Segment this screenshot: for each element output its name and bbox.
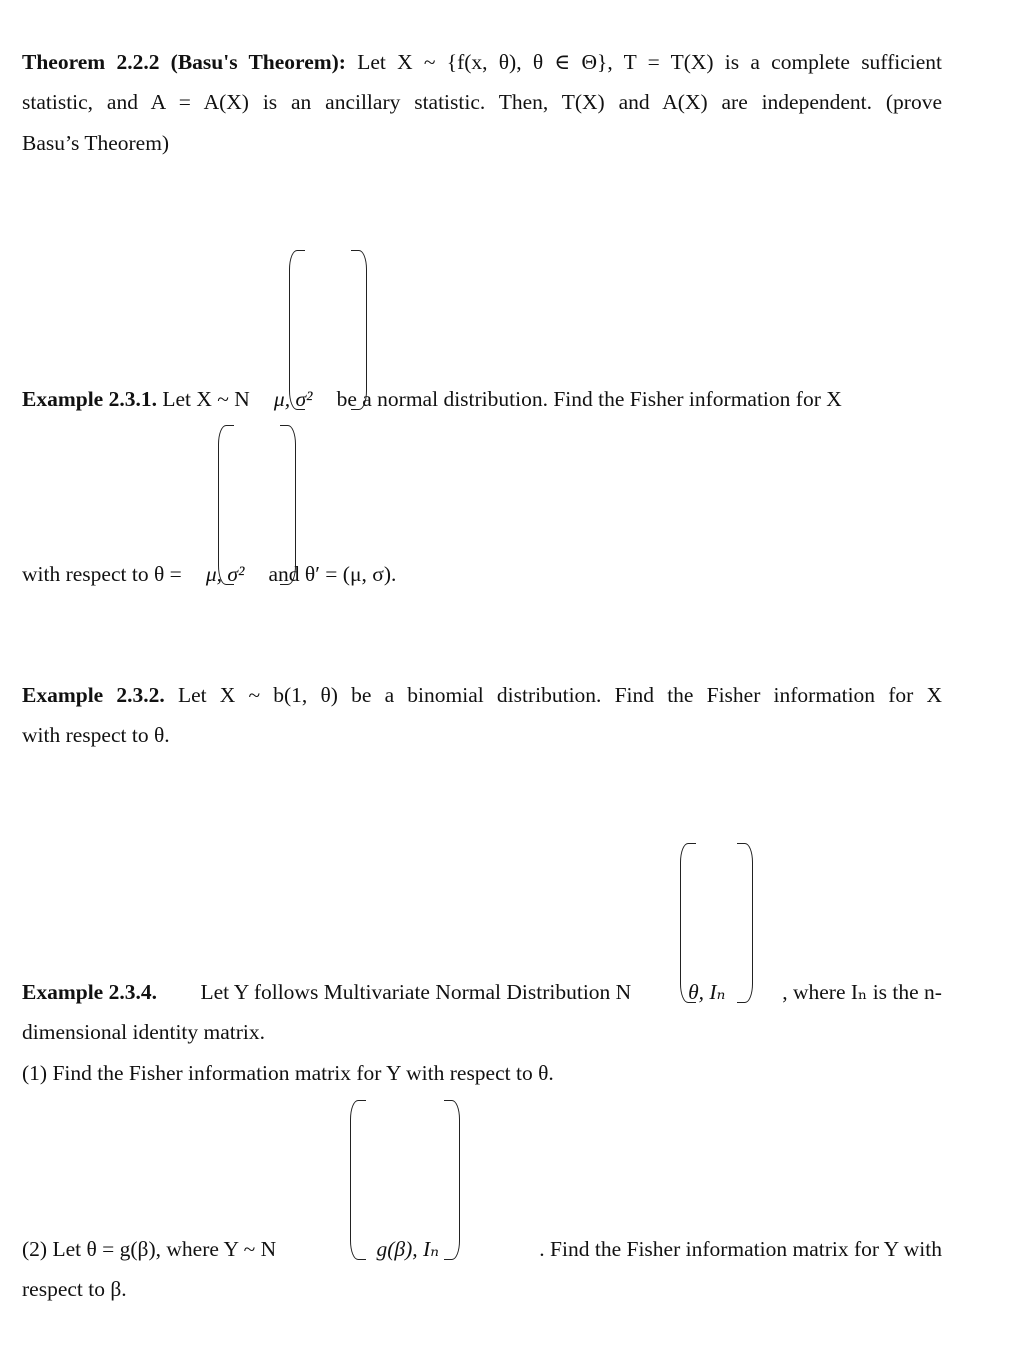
example-text: Let Y follows Multivariate Normal Distribution N <box>200 980 632 1004</box>
example-2-3-2-line-2: with respect to θ. <box>22 723 170 747</box>
example-2-3-2-line-1 <box>22 682 942 708</box>
theorem-line-3: Basu’s Theorem) <box>22 131 170 155</box>
theta-params: μ, σ² <box>205 562 245 586</box>
example-text: and θ′ = (μ, σ). <box>268 562 397 586</box>
distribution-params: μ, σ² <box>273 387 313 411</box>
theorem-line-1 <box>22 49 942 75</box>
example-label: Example 2.3.4. <box>22 980 157 1004</box>
example-2-3-1-line-1 <box>22 386 942 412</box>
example-text: be a normal distribution. Find the Fisher information for X <box>336 387 842 411</box>
distribution-params: θ, Iₙ <box>688 980 726 1004</box>
example-2-3-4-part-1: (1) Find the Fisher information matrix for Y with respect to θ. <box>22 1061 554 1085</box>
example-2-3-4-line-2: dimensional identity matrix. <box>22 1020 266 1044</box>
example-2-3-4-line-1 <box>22 979 942 1005</box>
example-text: (2) Let θ = g(β), where Y ~ N <box>22 1237 277 1261</box>
distribution-params: g(β), Iₙ <box>376 1237 439 1261</box>
example-2-3-1-line-2 <box>22 561 942 587</box>
example-text: with respect to θ = <box>22 562 182 586</box>
example-text: Let X ~ N <box>162 387 250 411</box>
example-2-3-4-part-2 <box>22 1236 942 1262</box>
theorem-label: Theorem 2.2.2 (Basu's Theorem): <box>22 50 346 74</box>
example-label: Example 2.3.2. <box>22 683 165 707</box>
example-text: Let X ~ b(1, θ) be a binomial distribution. Find the Fisher information for X <box>177 683 942 707</box>
example-text: . Find the Fisher information matrix for Y with <box>539 1237 942 1261</box>
example-text: , where Iₙ is the n- <box>782 980 942 1004</box>
example-2-3-4-part-2-line-2: respect to β. <box>22 1277 127 1301</box>
theorem-line-2: statistic, and A = A(X) is an ancillary statistic. Then, T(X) and A(X) are independent. (prove <box>22 90 942 114</box>
example-label: Example 2.3.1. <box>22 387 157 411</box>
theorem-statement: Let X ~ {f(x, θ), θ ∈ Θ}, T = T(X) is a complete sufficient <box>357 50 942 74</box>
